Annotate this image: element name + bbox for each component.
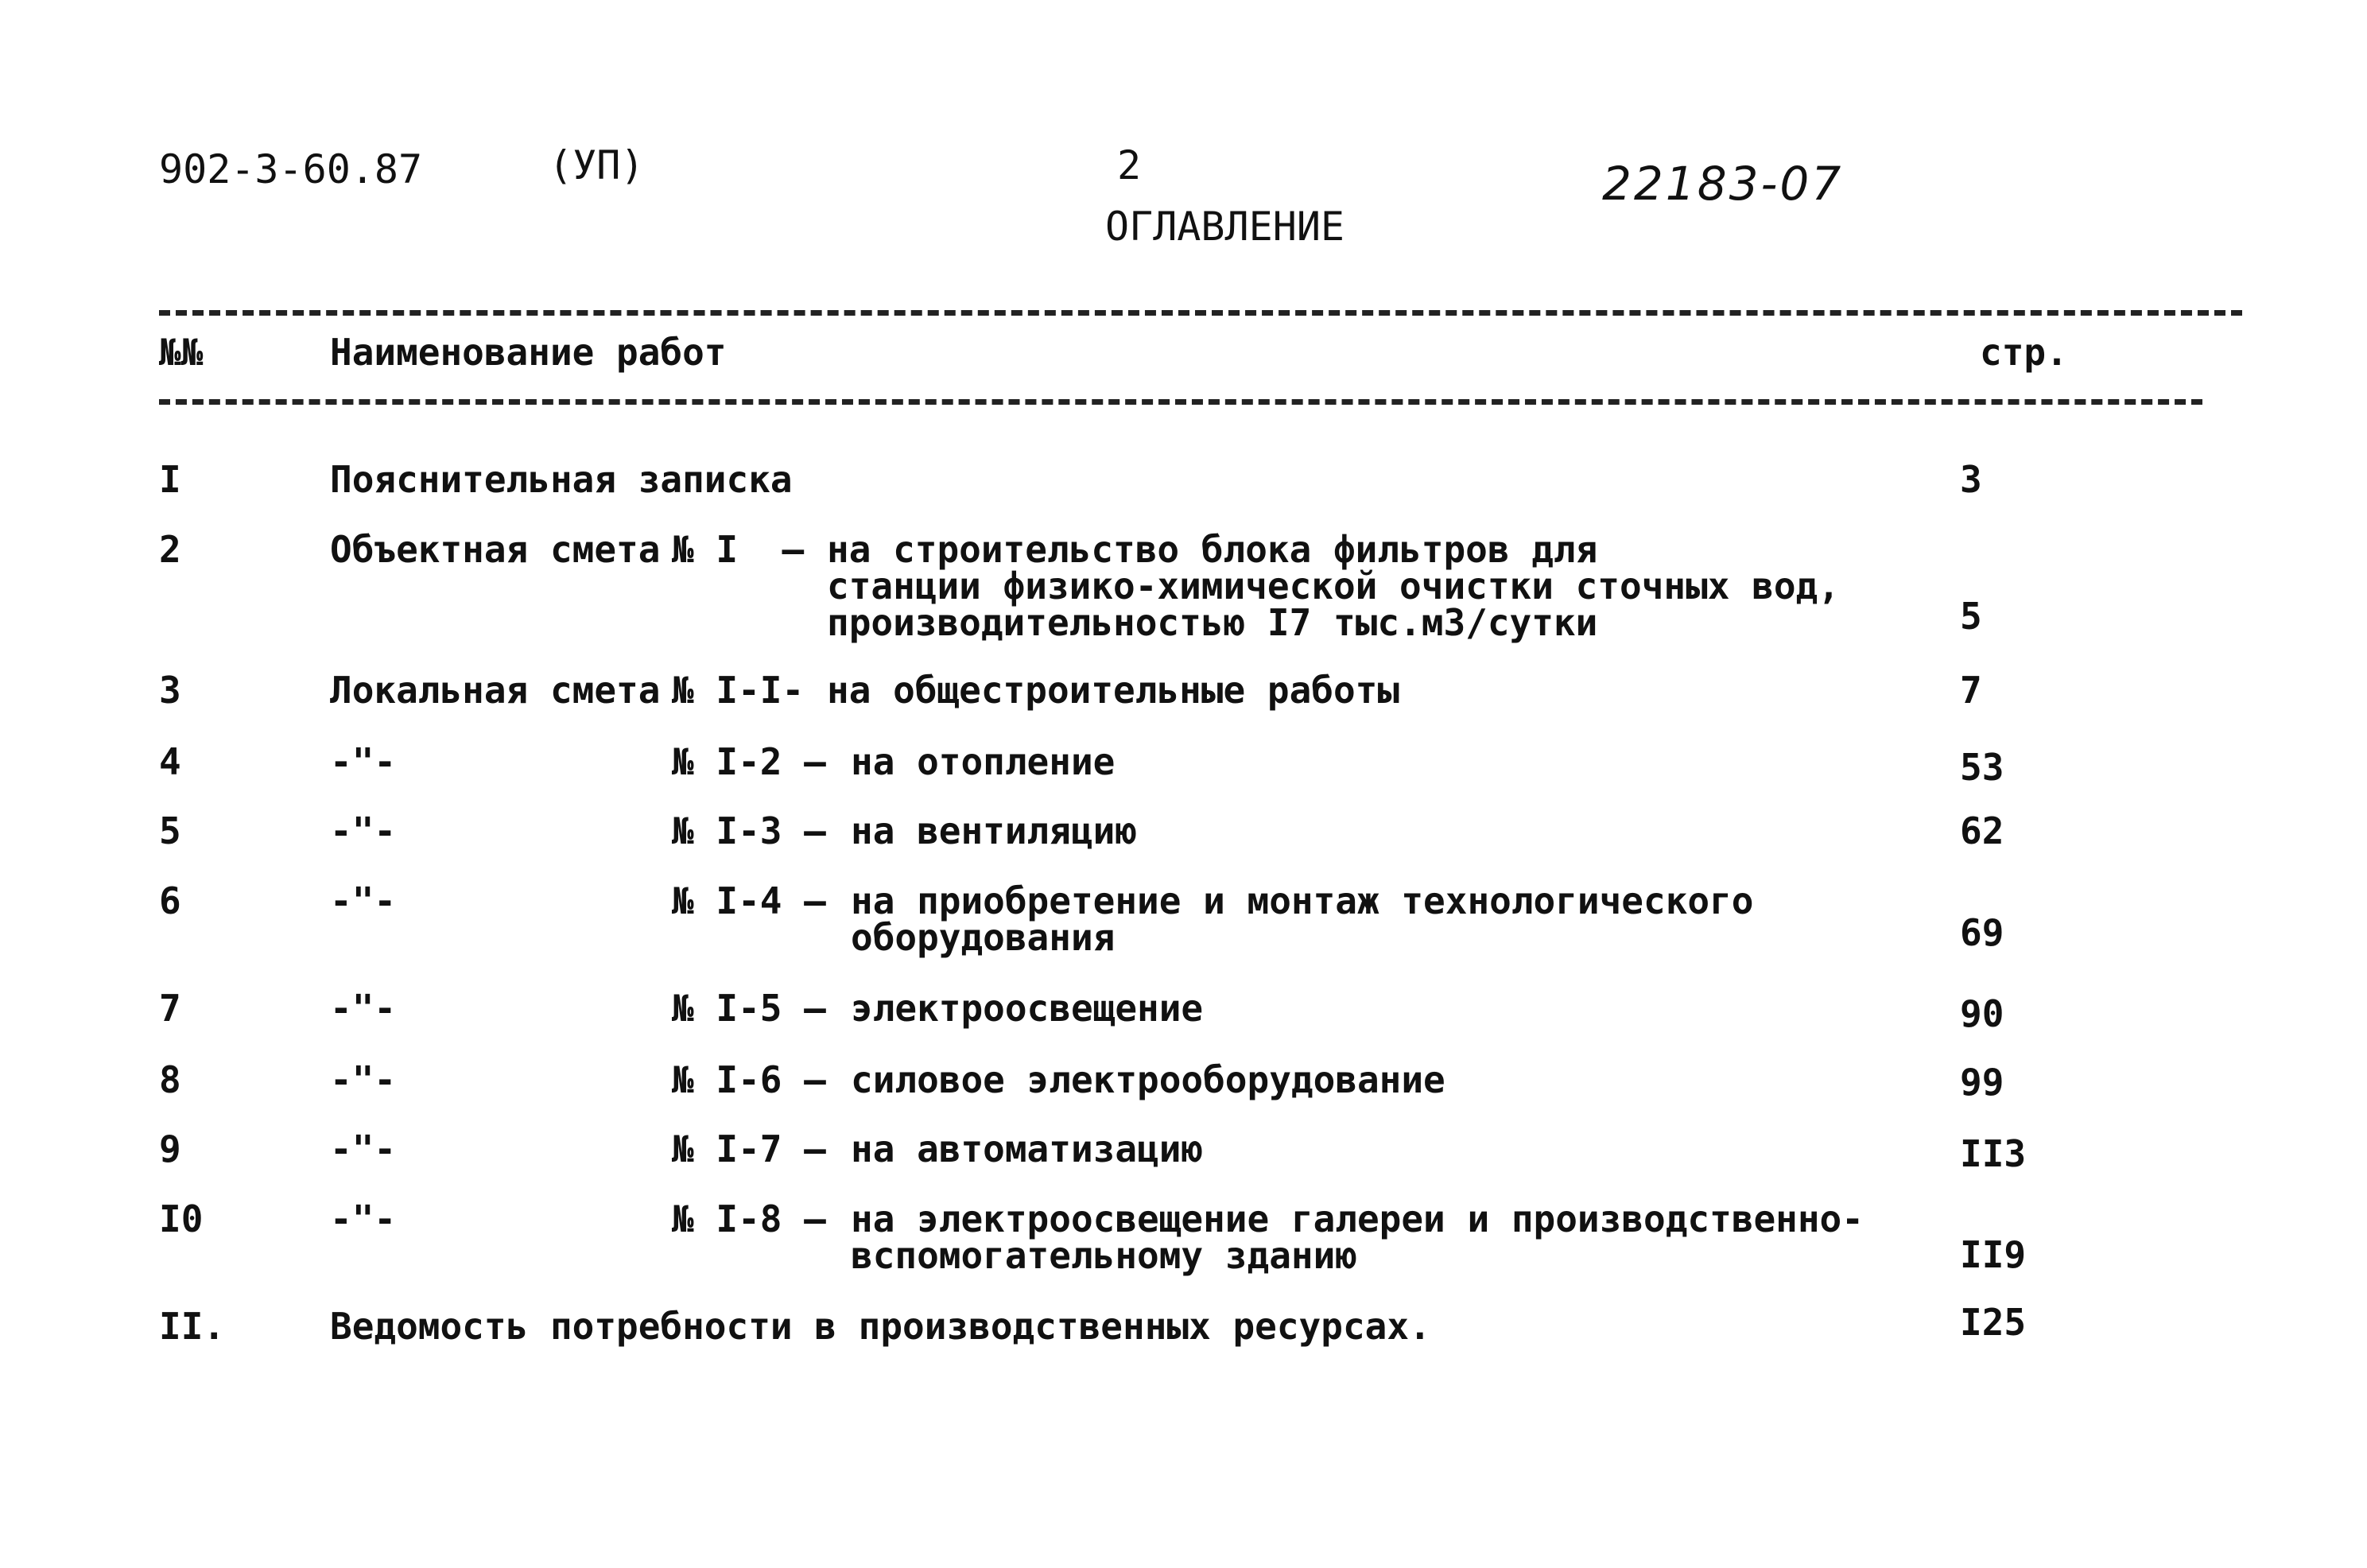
row-estimate-number: № I-4 – (672, 879, 826, 922)
row-number: 5 (159, 809, 181, 852)
page-number: 2 (1117, 142, 1142, 188)
row-estimate-number: № I-3 – (672, 809, 826, 852)
inventory-number: 22183-07 (1602, 157, 1844, 211)
row-page: 90 (1960, 992, 2004, 1035)
row-page: II3 (1960, 1132, 2027, 1175)
row-description-line: на приобретение и монтаж технологического (851, 879, 1754, 922)
row-name: Объектная смета (330, 528, 661, 571)
table-header-rule (159, 399, 2202, 405)
row-description-line: на электроосвещение галереи и производственно- (851, 1197, 1864, 1240)
document-mark: (УП) (549, 142, 645, 188)
row-number: 6 (159, 879, 181, 922)
row-number: 7 (159, 987, 181, 1030)
row-estimate-number: № I – (672, 528, 805, 571)
row-number: I (159, 458, 181, 501)
row-name: -"- (330, 987, 397, 1030)
row-estimate-number: № I-2 – (672, 740, 826, 783)
row-name: -"- (330, 1058, 397, 1101)
row-page: 53 (1960, 746, 2004, 789)
row-description-line: станции физико-химической очистки сточных вод, (827, 565, 1840, 607)
row-number: 4 (159, 740, 181, 783)
row-number: 8 (159, 1058, 181, 1101)
row-description-line: на вентиляцию (851, 809, 1138, 852)
row-page: 69 (1960, 911, 2004, 954)
row-estimate-number: № I-I- (672, 669, 805, 712)
row-page: II9 (1960, 1233, 2027, 1276)
row-page: 62 (1960, 809, 2004, 852)
row-number: 2 (159, 528, 181, 571)
table-top-rule (159, 310, 2242, 316)
row-name: -"- (330, 879, 397, 922)
row-name: Локальная смета (330, 669, 661, 712)
page-title: ОГЛАВЛЕНИЕ (1105, 204, 1345, 250)
column-header-page: стр. (1980, 331, 2068, 374)
row-number: 9 (159, 1127, 181, 1170)
row-page: 3 (1960, 458, 1982, 501)
row-name: Пояснительная записка (330, 458, 793, 501)
column-header-number: №№ (159, 331, 204, 374)
row-page: I25 (1960, 1301, 2027, 1344)
row-page: 7 (1960, 669, 1982, 712)
row-number: 3 (159, 669, 181, 712)
row-description-line: вспомогательному зданию (851, 1234, 1357, 1277)
row-page: 5 (1960, 595, 1982, 638)
row-name: -"- (330, 1197, 397, 1240)
row-number: I0 (159, 1197, 204, 1240)
row-estimate-number: № I-5 – (672, 987, 826, 1030)
row-description-line: производительностью I7 тыс.м3/сутки (827, 601, 1598, 644)
row-name: -"- (330, 809, 397, 852)
row-description-line: оборудования (851, 916, 1116, 959)
row-estimate-number: № I-8 – (672, 1197, 826, 1240)
row-description-line: на автоматизацию (851, 1127, 1204, 1170)
row-name: -"- (330, 740, 397, 783)
row-page: 99 (1960, 1061, 2004, 1104)
row-description-line: на отопление (851, 740, 1116, 783)
column-header-name: Наименование работ (330, 331, 727, 374)
row-name: -"- (330, 1127, 397, 1170)
row-estimate-number: № I-7 – (672, 1127, 826, 1170)
row-estimate-number: № I-6 – (672, 1058, 826, 1101)
row-description-line: силовое электрооборудование (851, 1058, 1445, 1101)
row-number: II. (159, 1305, 226, 1348)
row-description-line: на строительство блока фильтров для (827, 528, 1598, 571)
document-code: 902-3-60.87 (159, 146, 423, 192)
row-description-line: на общестроительные работы (827, 669, 1400, 712)
row-name: Ведомость потребности в производственных ресурсах. (330, 1305, 1431, 1348)
row-description-line: электроосвещение (851, 987, 1204, 1030)
